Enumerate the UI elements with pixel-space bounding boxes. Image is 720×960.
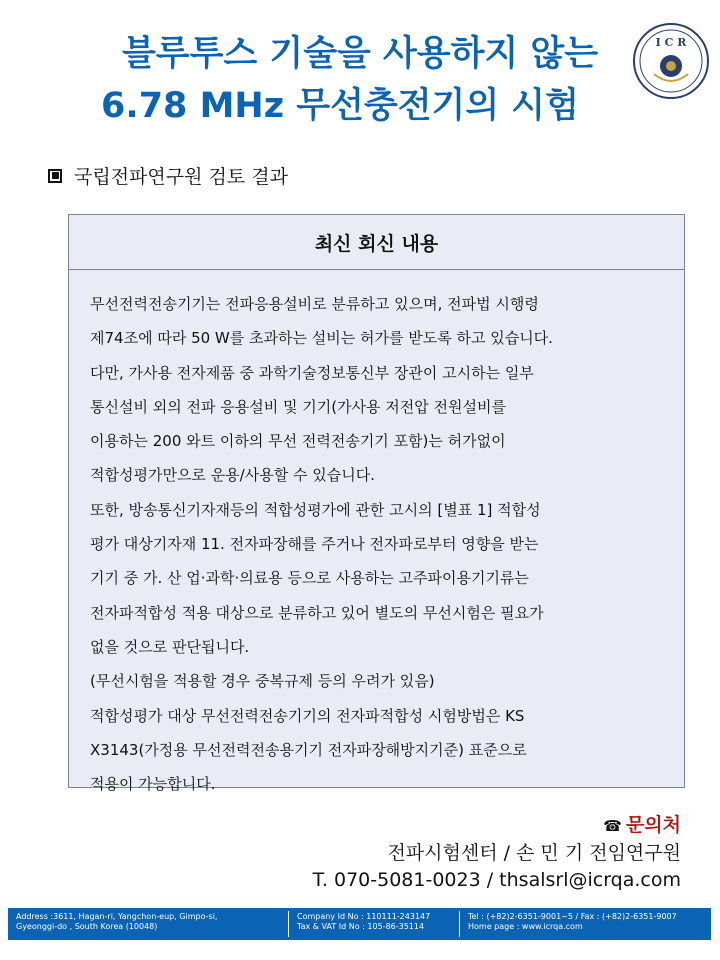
reply-line: 통신설비 외의 전파 응용설비 및 기기(가사용 저전압 전원설비를 bbox=[90, 397, 506, 416]
reply-line: 전자파적합성 적용 대상으로 분류하고 있어 별도의 무선시험은 필요가 bbox=[90, 603, 544, 622]
footer-bar bbox=[8, 908, 711, 940]
reply-box-body bbox=[69, 270, 684, 801]
footer-company-ids bbox=[289, 908, 459, 940]
contact-person: 전파시험센터 / 손 민 기 전임연구원 bbox=[387, 842, 681, 864]
footer-contact bbox=[460, 908, 711, 940]
reply-line: 기기 중 가. 산 업·과학·의료용 등으로 사용하는 고주파이용기기류는 bbox=[90, 569, 529, 588]
reply-line: 또한, 방송통신기자재등의 적합성평가에 관한 고시의 [별표 1] 적합성 bbox=[90, 500, 541, 519]
section-label: 국립전파연구원 검토 결과 bbox=[74, 166, 288, 188]
page-title bbox=[0, 28, 720, 132]
logo-text: I C R bbox=[655, 36, 687, 49]
reply-line: 평가 대상기자재 11. 전자파장해를 주거나 전자파로부터 영향을 받는 bbox=[90, 535, 539, 554]
square-bullet-icon bbox=[48, 169, 62, 183]
footer-address bbox=[8, 908, 288, 940]
footer-tel-fax: Tel : (+82)2-6351-9001~5 / Fax : (+82)2-6351-9007 bbox=[468, 912, 677, 921]
reply-line: 제74조에 따라 50 W를 초과하는 설비는 허가를 받도록 하고 있습니다. bbox=[90, 329, 553, 348]
icr-seal-logo bbox=[632, 22, 710, 100]
title-line-2: 6.78 MHz 무선충전기의 시험 bbox=[101, 86, 579, 126]
title-line-1: 블루투스 기술을 사용하지 않는 bbox=[121, 34, 599, 74]
footer-address-line: Address :3611, Hagan-ri, Yangchon-eup, Gimpo-si, bbox=[16, 912, 218, 921]
reply-line: 없을 것으로 판단됩니다. bbox=[90, 637, 250, 656]
reply-line: (무선시험을 적용할 경우 중복규제 등의 우려가 있음) bbox=[90, 672, 435, 691]
reply-box-heading: 최신 회신 내용 bbox=[69, 215, 684, 270]
reply-line: 적합성평가 대상 무선전력전송기기의 전자파적합성 시험방법은 KS bbox=[90, 706, 525, 725]
reply-line: 이용하는 200 와트 이하의 무선 전력전송기기 포함)는 허가없이 bbox=[90, 432, 506, 451]
section-heading bbox=[48, 162, 288, 189]
telephone-icon: ☎ bbox=[603, 817, 622, 835]
footer-tax-id: Tax & VAT Id No : 105-86-35114 bbox=[297, 922, 425, 931]
reply-box bbox=[68, 214, 685, 794]
reply-line: X3143(가정용 무선전력전송용기기 전자파장해방지기준) 표준으로 bbox=[90, 740, 527, 759]
footer-homepage[interactable]: Home page : www.icrqa.com bbox=[468, 922, 583, 931]
footer-company-id: Company Id No : 110111-243147 bbox=[297, 912, 431, 921]
contact-block bbox=[313, 812, 681, 894]
reply-line: 적용이 가능합니다. bbox=[90, 775, 216, 794]
reply-line: 무선전력전송기기는 전파응용설비로 분류하고 있으며, 전파법 시행령 bbox=[90, 295, 539, 313]
footer-address-line: Gyeonggi-do , South Korea (10048) bbox=[16, 922, 158, 931]
reply-line: 적합성평가만으로 운용/사용할 수 있습니다. bbox=[90, 466, 375, 485]
reply-line: 다만, 가사용 전자제품 중 과학기술정보통신부 장관이 고시하는 일부 bbox=[90, 363, 534, 382]
contact-label: 문의처 bbox=[625, 814, 681, 836]
contact-phone-email[interactable]: T. 070-5081-0023 / thsalsrl@icrqa.com bbox=[312, 869, 681, 891]
